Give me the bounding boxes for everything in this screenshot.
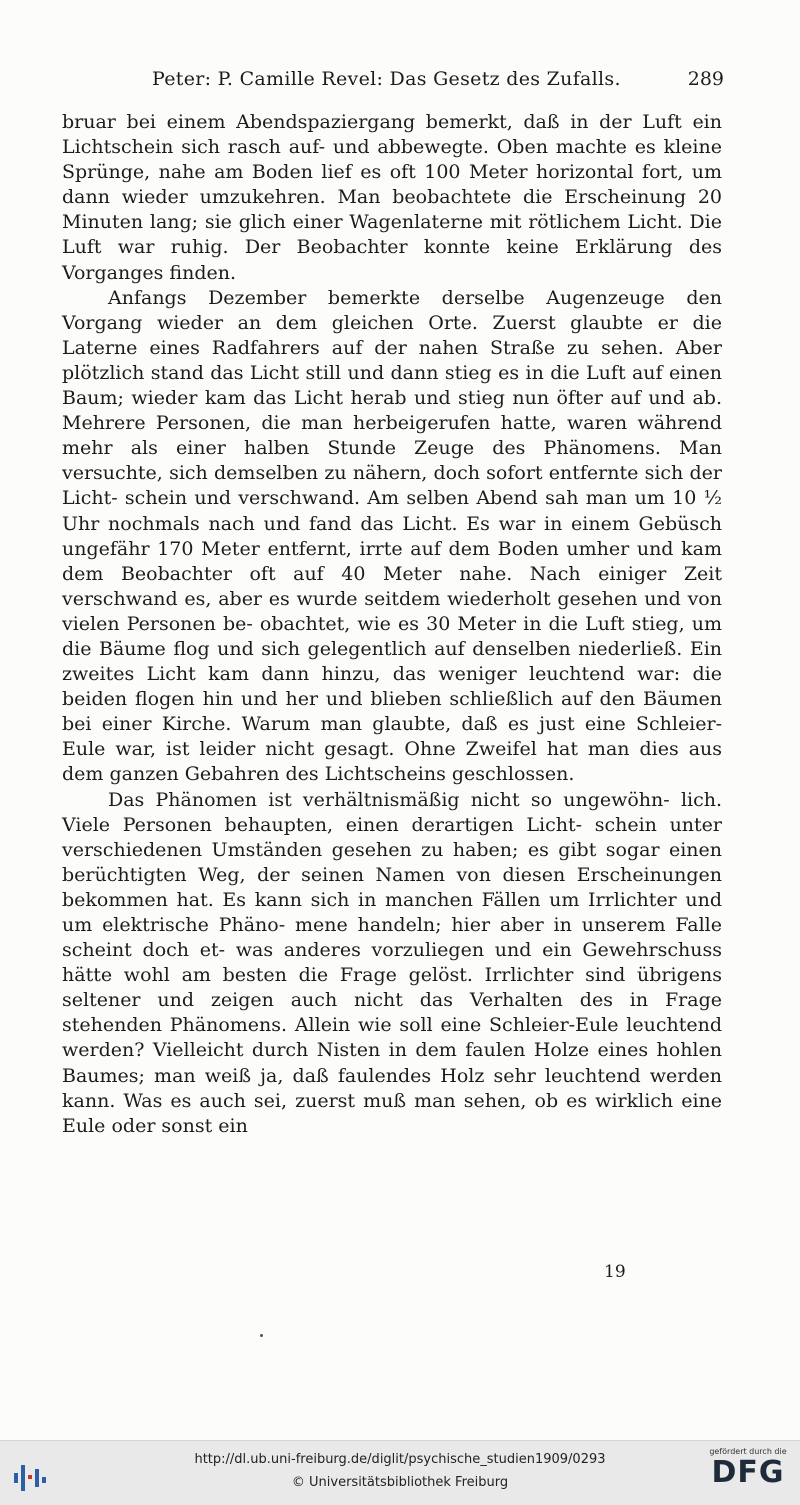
text-line: manchen Fällen um Irrlichter und um elektrische Phäno- [62,888,723,936]
text-line: obachtet, wie es 30 Meter in die Luft stieg, um die Bäume [62,612,722,660]
text-line: herab und stieg nun öfter auf und ab. Mehrere Personen, [62,387,722,435]
text-line: am besten die Frage gelöst. Irrlichter sind übrigens [181,964,722,987]
running-header [62,68,724,98]
text-line: demselben zu nähern, doch sofort entfernte sich der Licht- [62,462,723,510]
dfg-tagline: gefördert durch die [709,1447,787,1456]
text-line: nahe. Nach einiger Zeit verschwand es, aber es wurde [62,562,722,610]
text-line: glich einer Wagenlaterne mit rötlichem Licht. Die Luft [62,211,722,259]
paragraph [62,788,722,1139]
text-line: von diesen Erscheinungen bekommen hat. Es kann sich in [62,863,722,911]
text-line: Vorgang wieder an dem gleichen Orte. Zuerst glaubte er [62,311,678,334]
text-line: sehen. Aber plötzlich stand das Licht still und dann stieg [62,336,722,384]
text-line: 10 ¹⁄₂ Uhr nochmals nach und fand das Licht. Es war in [62,487,722,535]
text-line: seitdem wiederholt gesehen und von vielen Personen be- [62,587,722,635]
text-line: war ruhig. Der Beobachter konnte keine Erklärung des [117,236,723,259]
text-line: den Bäumen bei einer Kirche. Warum man glaubte, daß [62,688,722,736]
page-number: 289 [687,68,724,90]
text-line: es gibt sogar einen berüchtigten Weg, der seinen Namen [62,838,723,886]
text-line: Man beobachtete die Erscheinung 20 Minuten lang; sie [62,186,722,234]
text-line: Luft ein Lichtschein sich rasch auf- und abbewegte. Oben [62,111,722,159]
running-title: Peter: P. Camille Revel: Das Gesetz des Zufalls. [152,68,621,90]
text-line: Holz sehr leuchtend werden kann. Was es auch sei, zuerst [62,1064,722,1112]
text-line: leuchtend werden? Vielleicht durch Nisten in dem faulen [62,1014,722,1062]
scan-speck [260,1334,263,1337]
text-line: muß man sehen, ob es wirklich eine Eule oder sonst ein [62,1089,722,1137]
text-line: es just eine Schleier-Eule war, ist leider nicht gesagt. [62,713,723,761]
text-line: Holze eines hohlen Baumes; man weiß ja, daß faulendes [62,1039,722,1087]
paragraph [62,286,722,788]
text-line: die man herbeigerufen hatte, waren während mehr als einer [62,412,723,460]
text-line: es in die Luft auf einen Baum; wieder kam das Licht [62,361,722,410]
text-line: Boden umher und kam dem Beobachter oft auf 40 Meter [62,537,722,585]
text-line: einem Gebüsch ungefähr 170 Meter entfernt, irrte auf dem [62,512,722,560]
text-line: schein unter verschiedenen Umständen gesehen zu haben; [62,813,722,861]
text-line: Anfangs Dezember bemerkte derselbe Augenzeuge den [108,286,722,309]
copyright-notice: © Universitätsbibliothek Freiburg [291,1475,509,1490]
body-text [62,110,722,1139]
text-line: zweites Licht kam dann hinzu, das weniger leuchtend war: [62,663,681,686]
permalink-url[interactable]: http://dl.ub.uni-freiburg.de/diglit/psychische_studien1909/0293 [194,1452,606,1467]
viewer-footer [0,1440,800,1505]
text-line: Lichtscheins geschlossen. [324,763,575,786]
dfg-logo-text: DFG [711,1455,785,1490]
text-line: stehenden Phänomens. Allein wie soll eine Schleier-Eule [62,1014,619,1037]
text-line: Ohne Zweifel hat man dies aus dem ganzen Gebahren des [62,738,723,786]
text-line: bruar bei einem Abendspaziergang bemerkt, daß in der [62,111,632,133]
signature-mark: 19 [604,1262,626,1282]
text-line: schein und verschwand. Am selben Abend sah man um [124,487,665,510]
dfg-logo [706,1447,790,1501]
text-line: mene handeln; hier aber in unserem Falle scheint doch et- [62,914,722,962]
text-line: Das Phänomen ist verhältnismäßig nicht so ungewöhn- [108,788,670,811]
text-line: die beiden flogen hin und her und blieben schließlich auf [62,663,722,711]
text-line: halben Stunde Zeuge des Phänomens. Man versuchte, sich [62,437,723,485]
text-line: lich. Viele Personen behaupten, einen derartigen Licht- [62,788,723,836]
text-line: seltener und zeigen auch nicht das Verhalten des in Frage [62,989,722,1012]
text-line: die Laterne eines Radfahrers auf der nahen Straße zu [62,311,722,359]
text-line: 100 Meter horizontal fort, um dann wieder umzukehren. [62,161,722,209]
text-line: Vorganges finden. [62,261,237,284]
text-line: machte es kleine Sprünge, nahe am Boden lief es oft [62,136,722,184]
paragraph [62,110,722,286]
text-line: flog und sich gelegentlich auf denselben niederließ. Ein [173,637,723,660]
text-line: was anderes vorzuliegen und ein Gewehrschuss hätte wohl [62,939,722,987]
